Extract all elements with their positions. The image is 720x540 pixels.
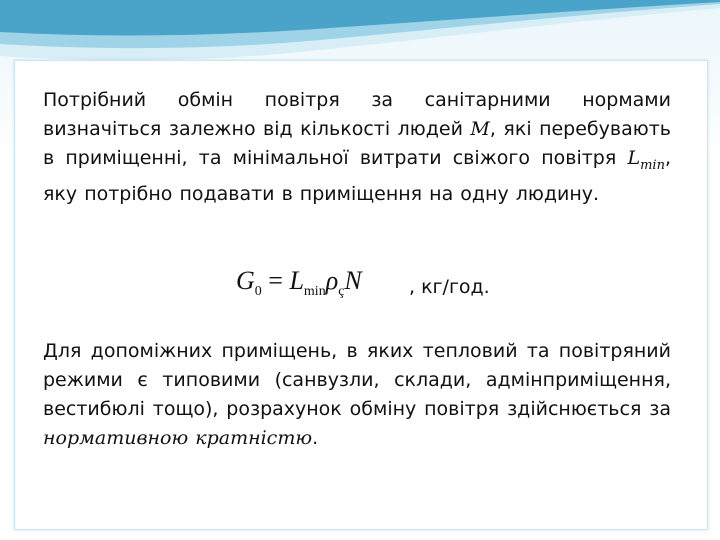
paragraph2-text-1: Для допоміжних приміщень, в яких тепловий та повітряний режими є типовими (санвузли, склади, адмінприміщення, вестибюлі тощо), розрахунок обміну повітря здійснюється за [43,340,671,420]
paragraph1-text-2: , які перебувають в приміщенні, та мінімальної витрати свіжого повітря [43,118,671,169]
formula-rho-subscript: ç [338,284,345,300]
paragraph1-text-1: Потрібний обмін повітря за санітарними нормами визначіться залежно від кількості людей [43,89,671,140]
paragraph-auxiliary-rooms [43,337,671,453]
paragraph-air-exchange [43,86,671,209]
variable-l-subscript: min [640,157,665,173]
formula-row [236,266,536,306]
formula-unit: , кг/год. [409,276,490,298]
formula-g-subscript: 0 [254,284,262,300]
formula-g: G [236,266,255,295]
formula-n: N [344,266,362,295]
variable-m: М [470,118,490,140]
paragraph2-text-2: . [312,427,319,449]
variable-l: L [627,147,641,169]
formula-equals: = [268,266,283,295]
formula-l: L [289,266,304,295]
paragraph2-emphasis: нормативною кратністю [43,427,313,449]
formula-l-subscript: min [303,284,326,300]
formula-equation [236,266,362,300]
formula-rho: ρ [325,266,339,295]
paragraph1-text-3: , яку потрібно подавати в приміщення на одну людину. [43,147,671,205]
